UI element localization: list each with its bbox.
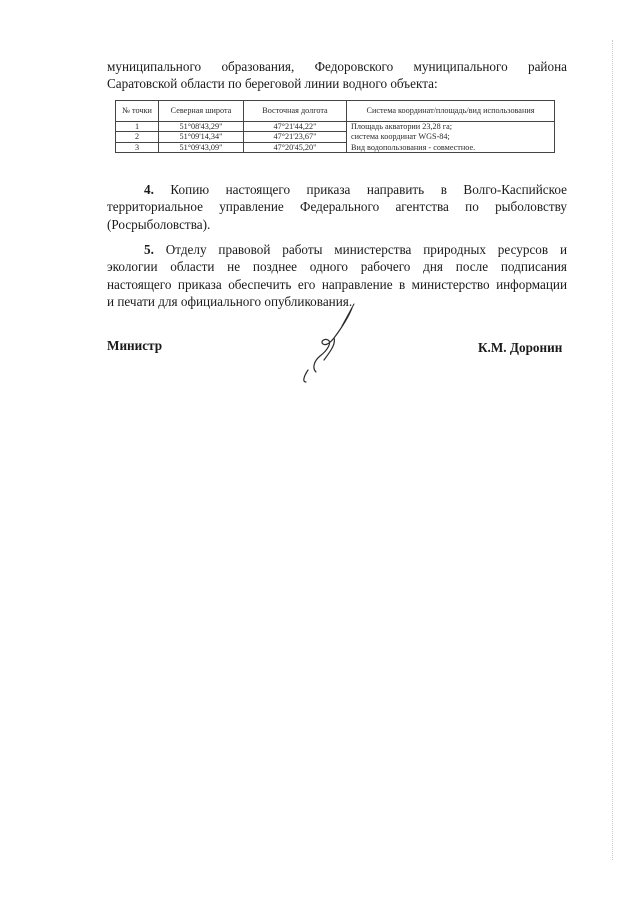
cell-description: Площадь акватории 23,28 га; <box>347 122 555 132</box>
paragraph-4-line: (Росрыболовства). <box>107 216 211 232</box>
paragraph-4-line: территориальное управление Федерального агентства по рыболовству <box>107 199 567 215</box>
handwritten-signature <box>290 300 370 385</box>
intro-line: Саратовской области по береговой линии водного объекта: <box>107 76 438 92</box>
cell-latitude: 51°08'43,29" <box>159 122 244 132</box>
table-row <box>116 142 555 152</box>
cell-point-number: 1 <box>116 122 159 132</box>
table-row <box>116 132 555 142</box>
table-row <box>116 122 555 132</box>
cell-point-number: 2 <box>116 132 159 142</box>
cell-description: Вид водопользования - совместное. <box>347 142 555 152</box>
paragraph-5-line: и печати для официального опубликования. <box>107 294 353 310</box>
paragraph-4 <box>107 181 567 233</box>
intro-line: муниципального образования, Федоровского муниципального района <box>107 59 567 74</box>
paragraph-4-number: 4. <box>144 182 154 197</box>
cell-longitude: 47°21'23,67" <box>244 132 347 142</box>
cell-longitude: 47°20'45,20" <box>244 142 347 152</box>
table-header-row <box>116 101 555 122</box>
paragraph-4-line-1 <box>107 181 567 198</box>
intro-paragraph <box>107 58 567 93</box>
cell-latitude: 51°09'43,09" <box>159 142 244 152</box>
paragraph-5-line-1 <box>107 241 567 258</box>
signatory-title: Министр <box>107 338 163 353</box>
paragraph-5-line: экологии области не позднее одного рабочего дня после подписания <box>107 259 567 275</box>
cell-latitude: 51°09'14,34" <box>159 132 244 142</box>
coordinates-table <box>115 100 555 153</box>
header-east-longitude: Восточная долгота <box>244 101 347 122</box>
header-coordinate-system: Система координат/площадь/вид использования <box>347 101 555 122</box>
cell-longitude: 47°21'44,22" <box>244 122 347 132</box>
paragraph-5-number: 5. <box>144 242 154 257</box>
header-point-number: № точки <box>116 101 159 122</box>
scan-edge-artifact <box>612 40 613 860</box>
cell-description: система координат WGS-84; <box>347 132 555 142</box>
paragraph-5-text: Отделу правовой работы министерства природных ресурсов и <box>165 242 568 257</box>
signatory-name: К.М. Доронин <box>478 340 563 355</box>
cell-point-number: 3 <box>116 142 159 152</box>
header-north-latitude: Северная широта <box>159 101 244 122</box>
paragraph-5-line: настоящего приказа обеспечить его направление в министерство информации <box>107 276 567 292</box>
paragraph-4-text: Копию настоящего приказа направить в Волго-Каспийское <box>170 182 567 197</box>
